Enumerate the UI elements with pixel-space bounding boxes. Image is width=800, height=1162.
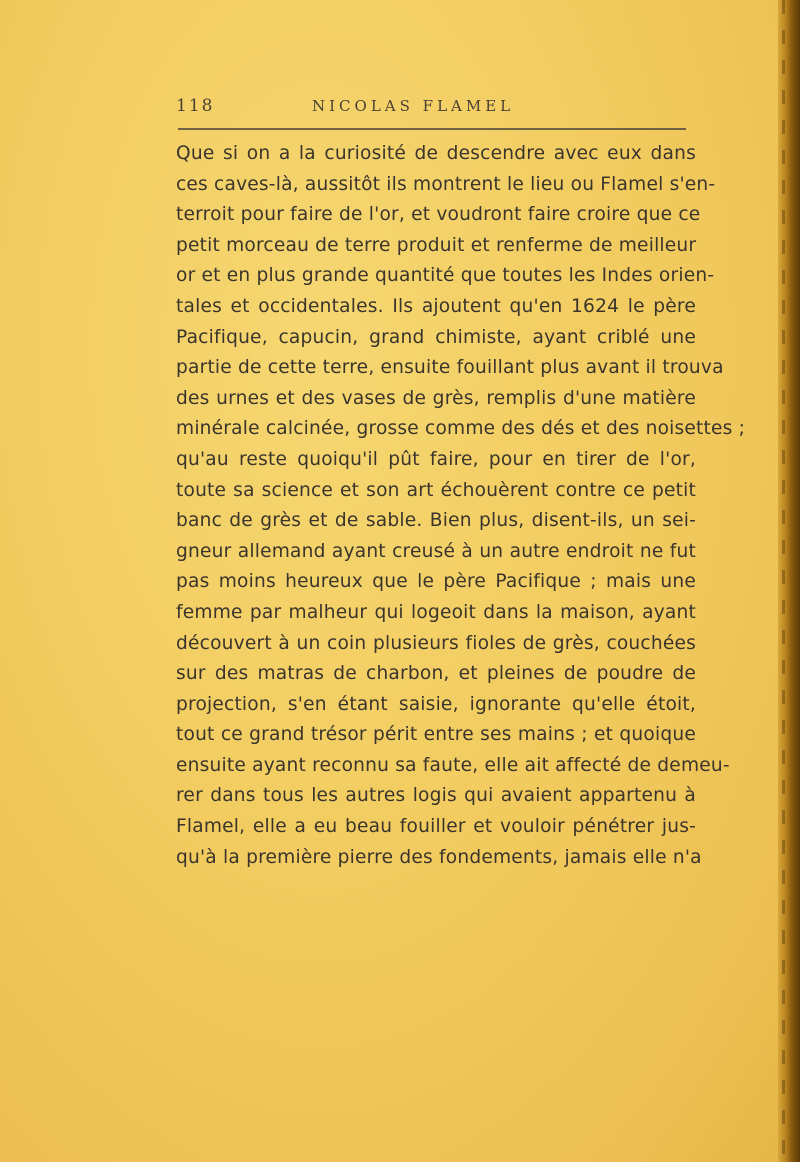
text-line: sur des matras de charbon, et pleines de poudre de: [176, 663, 696, 685]
body-text: [176, 139, 746, 873]
text-line: Pacifique, capucin, grand chimiste, ayant criblé une: [176, 326, 696, 348]
text-line: qu'au reste quoiqu'il pût faire, pour en tirer de l'or,: [176, 448, 696, 470]
text-line: minérale calcinée, grosse comme des dés et des noisettes ;: [176, 418, 746, 440]
page-edge-binding: [778, 0, 800, 1162]
running-title: NICOLAS FLAMEL: [312, 97, 515, 115]
text-line: découvert à un coin plusieurs fioles de grès, couchées: [176, 632, 696, 654]
text-line: rer dans tous les autres logis qui avaient appartenu à: [176, 785, 696, 807]
text-line: tout ce grand trésor périt entre ses mains ; et quoique: [176, 724, 696, 746]
text-line: partie de cette terre, ensuite fouillant plus avant il trouva: [176, 357, 724, 379]
text-line: banc de grès et de sable. Bien plus, disent-ils, un sei-: [176, 510, 696, 532]
text-line: pas moins heureux que le père Pacifique ; mais une: [176, 571, 696, 593]
header-rule: [178, 128, 686, 130]
text-line: Flamel, elle a eu beau fouiller et vouloir pénétrer jus-: [176, 816, 696, 838]
text-line: femme par malheur qui logeoit dans la maison, ayant: [176, 601, 696, 623]
text-line: Que si on a la curiosité de descendre avec eux dans: [176, 143, 696, 164]
text-line: tales et occidentales. Ils ajoutent qu'en 1624 le père: [176, 295, 696, 317]
text-line: or et en plus grande quantité que toutes les Indes orien-: [176, 265, 715, 287]
text-line: ensuite ayant reconnu sa faute, elle ait affecté de demeu-: [176, 754, 730, 776]
page-number: 118: [176, 96, 215, 116]
text-line: terroit pour faire de l'or, et voudront faire croire que ce: [176, 204, 701, 226]
text-line: gneur allemand ayant creusé à un autre endroit ne fut: [176, 540, 696, 562]
text-line: ces caves-là, aussitôt ils montrent le lieu ou Flamel s'en-: [176, 173, 716, 195]
text-line: petit morceau de terre produit et renferme de meilleur: [176, 234, 697, 256]
text-line: projection, s'en étant saisie, ignorante qu'elle étoit,: [176, 693, 696, 715]
page-header: [176, 96, 686, 126]
text-line: toute sa science et son art échouèrent contre ce petit: [176, 479, 696, 501]
text-line: des urnes et des vases de grès, remplis d'une matière: [176, 387, 696, 409]
text-line: qu'à la première pierre des fondements, jamais elle n'a: [176, 846, 702, 868]
